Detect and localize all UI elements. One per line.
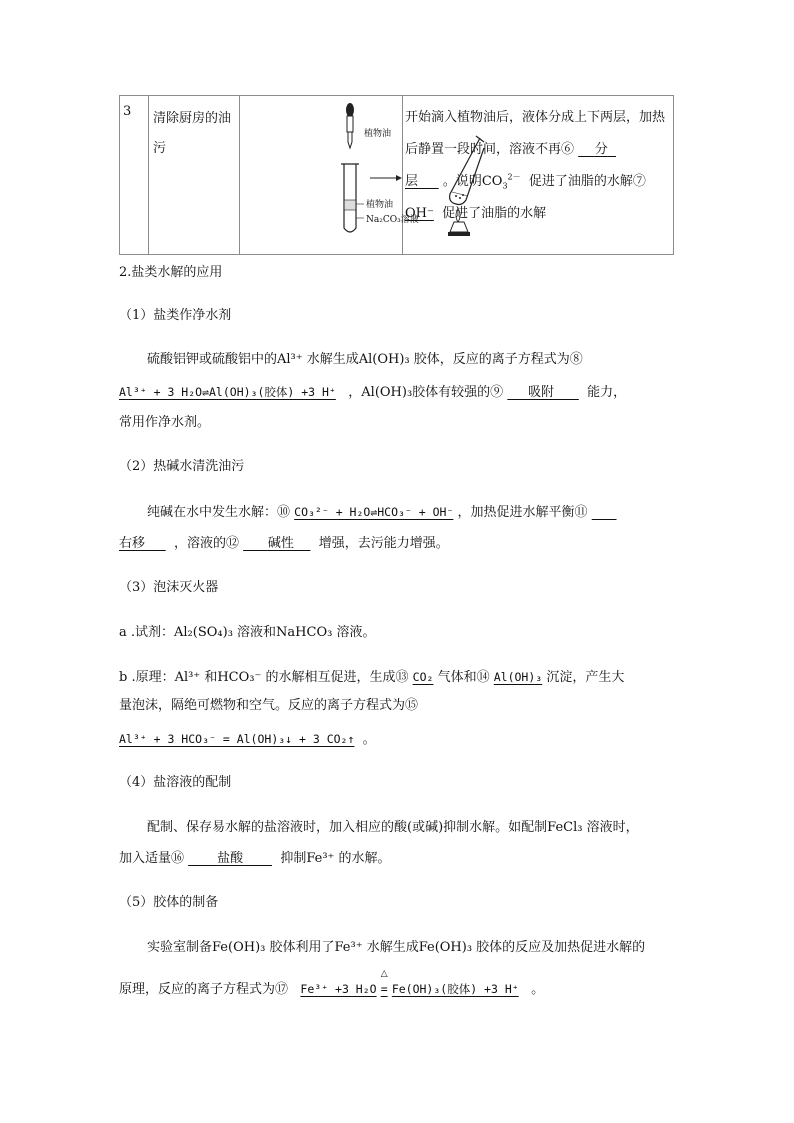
experiment-figure [240, 96, 419, 256]
s5-line-2: 原理，反应的离子方程式为⑰ Fe³⁺ +3 H₂O △ = Fe(OH)₃(胶体) +3 H⁺ 。 [119, 969, 545, 997]
equation-17-right: Fe(OH)₃(胶体) +3 H⁺ [391, 982, 519, 996]
label-oil-top: 植物油 [364, 129, 392, 139]
answer-7: OH⁻ [405, 206, 434, 221]
subsection-1-title: （1）盐类作净水剂 [119, 308, 232, 323]
answer-11: 右移 [119, 536, 146, 551]
s2-line-2: 右移 ，溶液的⑫ 碱性 增强，去污能力增强。 [119, 536, 449, 551]
subsection-2-title: （2）热碱水清洗油污 [119, 459, 245, 474]
table-row [120, 96, 674, 255]
s3-equation-line: Al³⁺ + 3 HCO₃⁻ = Al(OH)₃↓ + 3 CO₂↑ 。 [119, 732, 376, 747]
equation-10: CO₃²⁻ + H₂O⇌HCO₃⁻ + OH⁻ [294, 505, 454, 519]
equation-15: Al³⁺ + 3 HCO₃⁻ = Al(OH)₃↓ + 3 CO₂↑ [119, 732, 355, 746]
arrow-right-icon [370, 175, 402, 181]
desc-line-2: 后静置一段时间，溶液不再⑥ 分 [405, 134, 671, 166]
s3-reagents: a .试剂：Al₂(SO₄)₃ 溶液和NaHCO₃ 溶液。 [119, 625, 376, 640]
answer-12: 碱性 [267, 536, 294, 551]
experiment-table [119, 95, 674, 255]
equation-8: Al³⁺ + 3 H₂O⇌Al(OH)₃(胶体) +3 H⁺ [119, 385, 336, 399]
row-purpose: 清除厨房的油污 [149, 96, 240, 255]
answer-16: 盐酸 [217, 851, 244, 866]
desc-line-1: 开始滴入植物油后，液体分成上下两层，加热 [405, 110, 666, 125]
experiment-figure-cell [240, 96, 419, 255]
heating-condition: △ = [380, 969, 388, 996]
s2-line-1: 纯碱在水中发生水解：⑩ CO₃²⁻ + H₂O⇌HCO₃⁻ + OH⁻ ，加热促进水解平衡⑪ [147, 505, 588, 520]
label-oil-layer: 植物油 [366, 200, 394, 210]
subsection-5-title: （5）胶体的制备 [119, 895, 219, 910]
label-solution: Na₂CO₃溶液 [366, 215, 419, 225]
row-number: 3 [120, 96, 149, 255]
s1-line-2: Al³⁺ + 3 H₂O⇌Al(OH)₃(胶体) +3 H⁺ ，Al(OH)₃胶体有较强的⑨ 吸附 能力， [119, 385, 627, 400]
s5-line-1: 实验室制备Fe(OH)₃ 胶体利用了Fe³⁺ 水解生成Fe(OH)₃ 胶体的反应及加热促进水解的 [147, 940, 646, 955]
test-tube-icon [341, 164, 359, 232]
subsection-3-title: （3）泡沫灭火器 [119, 580, 219, 595]
desc-line-4: OH⁻ 促进了油脂的水解 [405, 206, 547, 221]
subsection-4-title: （4）盐溶液的配制 [119, 775, 232, 790]
s4-line-1: 配制、保存易水解的盐溶液时，加入相应的酸(或碱)抑制水解。如配制FeCl₃ 溶液时， [147, 820, 639, 835]
answer-13: CO₂ [412, 670, 434, 684]
dropper-icon [346, 103, 354, 148]
s1-line-3: 常用作净水剂。 [119, 415, 211, 430]
answer-14: Al(OH)₃ [493, 670, 543, 684]
answer-6: 分 [594, 142, 608, 157]
answer-6-cont: 层 [405, 174, 419, 189]
answer-9: 吸附 [528, 385, 555, 400]
s3-principle-1: b .原理：Al³⁺ 和HCO₃⁻ 的水解相互促进，生成⑬ CO₂ 气体和⑭ Al(OH)₃ 沉淀，产生大 [119, 670, 625, 685]
desc-line-3: 层 。说明$CO_3^{2-}$ 促进了油脂的水解⑦ [405, 172, 646, 191]
s3-principle-2: 量泡沫，隔绝可燃物和空气。反应的离子方程式为⑮ [119, 698, 419, 713]
heating-tube-icon [444, 136, 484, 246]
section-2-title: 2.盐类水解的应用 [119, 265, 223, 280]
row-description [403, 96, 674, 255]
s4-line-2: 加入适量⑯ 盐酸 抑制Fe³⁺ 的水解。 [119, 851, 391, 866]
s1-paragraph-1: 硫酸铝钾或硫酸铝中的Al³⁺ 水解生成Al(OH)₃ 胶体，反应的离子方程式为⑧ [147, 352, 583, 367]
equation-17-left: Fe³⁺ +3 H₂O [300, 982, 377, 996]
